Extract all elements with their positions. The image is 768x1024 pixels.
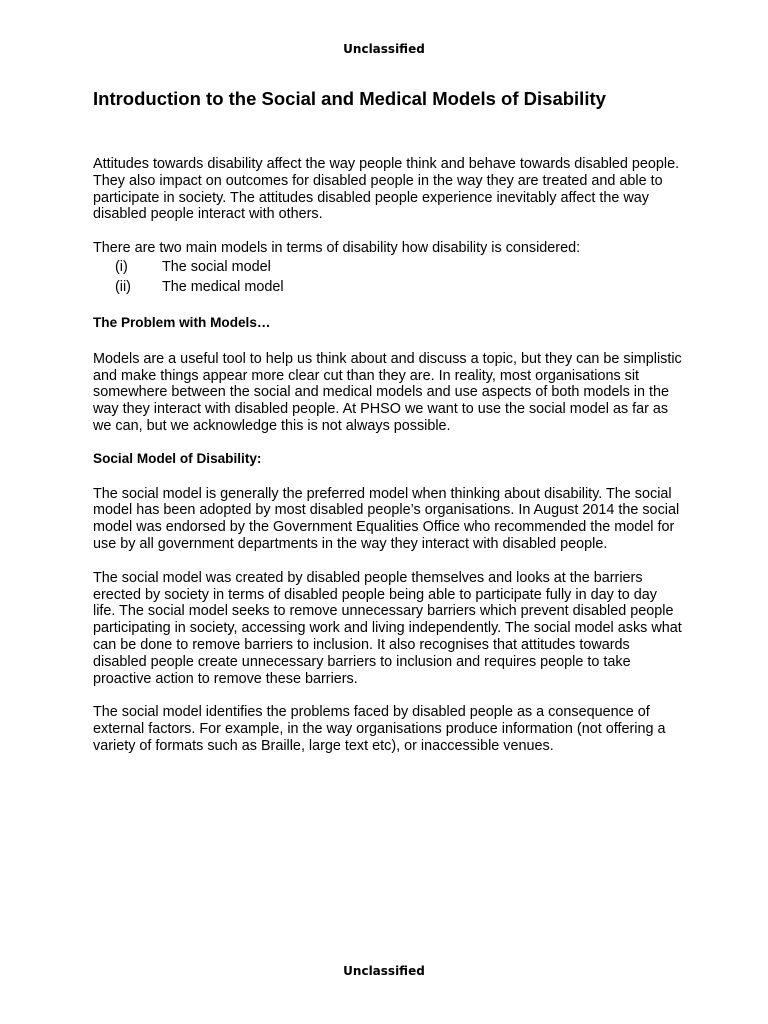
header-classification: Unclassified xyxy=(343,42,425,56)
document-body xyxy=(93,86,683,755)
social-paragraph-2: The social model was created by disabled people themselves and looks at the barriers erected by society in terms of disabled people being able to participate fully in day to day life. The social model seeks to remove unnecessary barriers which prevent disabled people participating in society, accessing work and living independently. The social model asks what can be done to remove barriers to inclusion. It also recognises that attitudes towards disabled people create unnecessary barriers to inclusion and requires people to take proactive action to remove these barriers. xyxy=(93,569,682,687)
list-item-label: The medical model xyxy=(162,278,284,295)
list-item xyxy=(93,277,683,297)
footer-classification: Unclassified xyxy=(343,964,425,978)
document-title: Introduction to the Social and Medical Models of Disability xyxy=(93,88,606,109)
models-list xyxy=(93,257,683,297)
problem-heading: The Problem with Models… xyxy=(93,314,271,330)
list-item xyxy=(93,257,683,277)
list-item-number: (ii) xyxy=(115,278,131,295)
social-model-heading: Social Model of Disability: xyxy=(93,450,262,466)
list-item-label: The social model xyxy=(162,258,271,275)
intro-paragraph: Attitudes towards disability affect the way people think and behave towards disabled people. They also impact on outcomes for disabled people in the way they are treated and able to participate in society. The attitudes disabled people experience inevitably affect the way disabled people interact with others. xyxy=(93,156,680,223)
problem-paragraph: Models are a useful tool to help us think about and discuss a topic, but they can be simplistic and make things appear more clear cut than they are. In reality, most organisations sit somewhere between the social and medical models and use aspects of both models in the way they interact with disabled people. At PHSO we want to use the social model as far as we can, but we acknowledge this is not always possible. xyxy=(93,350,682,434)
social-paragraph-3: The social model identifies the problems faced by disabled people as a consequence of external factors. For example, in the way organisations produce information (not offering a variety of formats such as Braille, large text etc), or inaccessible venues. xyxy=(93,704,666,754)
models-intro: There are two main models in terms of disability how disability is considered: xyxy=(93,240,581,257)
list-item-number: (i) xyxy=(115,258,128,275)
social-paragraph-1: The social model is generally the preferred model when thinking about disability. The social model has been adopted by most disabled people’s organisations. In August 2014 the social model was endorsed by the Government Equalities Office who recommended the model for use by all government departments in the way they interact with disabled people. xyxy=(93,485,680,552)
